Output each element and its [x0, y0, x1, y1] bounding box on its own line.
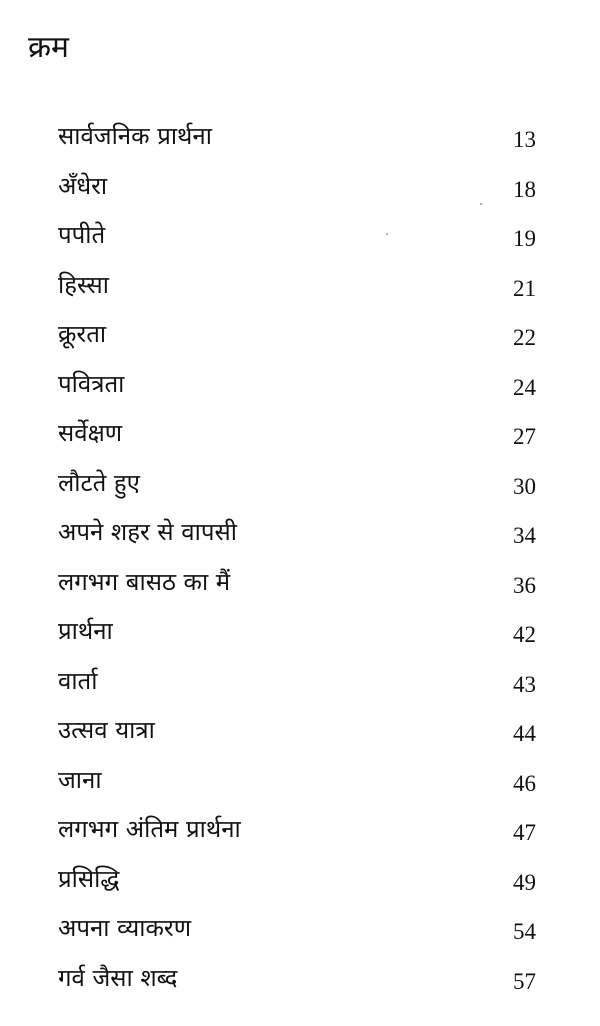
toc-entry-page-number: 43 [513, 671, 536, 697]
toc-entry-page-number: 49 [513, 869, 536, 895]
toc-entry-page-number: 47 [513, 820, 536, 845]
table-of-contents [58, 118, 548, 1009]
toc-entry[interactable] [58, 613, 548, 663]
toc-entry-title: सर्वेक्षण [58, 419, 123, 447]
scan-speck [386, 233, 388, 235]
toc-entry-page-number: 18 [513, 176, 536, 202]
toc-entry-page-number: 44 [513, 721, 536, 746]
toc-entry-title: अँधेरा [58, 171, 108, 200]
toc-entry-title: जाना [58, 765, 102, 794]
toc-entry-page-number: 46 [513, 770, 536, 796]
toc-entry-page-number: 13 [513, 127, 536, 152]
toc-entry[interactable] [58, 465, 548, 515]
toc-entry[interactable] [58, 168, 548, 218]
toc-entry-title: लगभग अंतिम प्रार्थना [58, 815, 241, 843]
toc-entry-page-number: 19 [513, 226, 536, 251]
toc-entry-title: प्रार्थना [58, 617, 113, 645]
scan-speck [480, 203, 482, 205]
toc-entry-title: पवित्रता [58, 369, 125, 398]
toc-entry-page-number: 21 [513, 275, 536, 301]
toc-entry-title: हिस्सा [58, 270, 109, 299]
toc-entry-title: पपीते [58, 221, 106, 249]
toc-entry[interactable] [58, 118, 548, 168]
toc-entry-page-number: 34 [513, 523, 536, 548]
toc-entry[interactable] [58, 712, 548, 762]
toc-entry[interactable] [58, 366, 548, 416]
page-title: क्रम [28, 30, 69, 65]
toc-entry[interactable] [58, 960, 548, 1010]
toc-entry-title: अपने शहर से वापसी [58, 518, 237, 546]
toc-entry[interactable] [58, 316, 548, 366]
toc-entry[interactable] [58, 217, 548, 267]
toc-entry-title: क्रूरता [58, 320, 107, 348]
toc-entry[interactable] [58, 564, 548, 614]
toc-entry[interactable] [58, 910, 548, 960]
toc-entry-page-number: 24 [513, 374, 536, 400]
toc-entry[interactable] [58, 861, 548, 911]
toc-entry-title: उत्सव यात्रा [58, 716, 155, 744]
toc-entry-page-number: 27 [513, 424, 536, 449]
toc-entry-page-number: 57 [513, 968, 536, 994]
toc-entry-title: अपना व्याकरण [58, 914, 192, 942]
toc-entry[interactable] [58, 514, 548, 564]
toc-entry[interactable] [58, 663, 548, 713]
toc-entry-title: सार्वजनिक प्रार्थना [58, 122, 212, 150]
toc-entry-page-number: 54 [513, 919, 536, 944]
toc-entry[interactable] [58, 762, 548, 812]
toc-entry-title: गर्व जैसा शब्द [58, 963, 178, 992]
toc-entry-page-number: 36 [513, 572, 536, 598]
toc-entry-page-number: 42 [513, 622, 536, 647]
toc-entry-title: प्रसिद्धि [58, 864, 120, 893]
toc-entry-page-number: 30 [513, 473, 536, 499]
toc-entry[interactable] [58, 267, 548, 317]
toc-entry[interactable] [58, 811, 548, 861]
toc-entry-page-number: 22 [513, 325, 536, 350]
toc-entry-title: लौटते हुए [58, 468, 140, 497]
toc-entry-title: वार्ता [58, 666, 98, 695]
toc-entry-title: लगभग बासठ का मैं [58, 567, 231, 596]
toc-entry[interactable] [58, 415, 548, 465]
